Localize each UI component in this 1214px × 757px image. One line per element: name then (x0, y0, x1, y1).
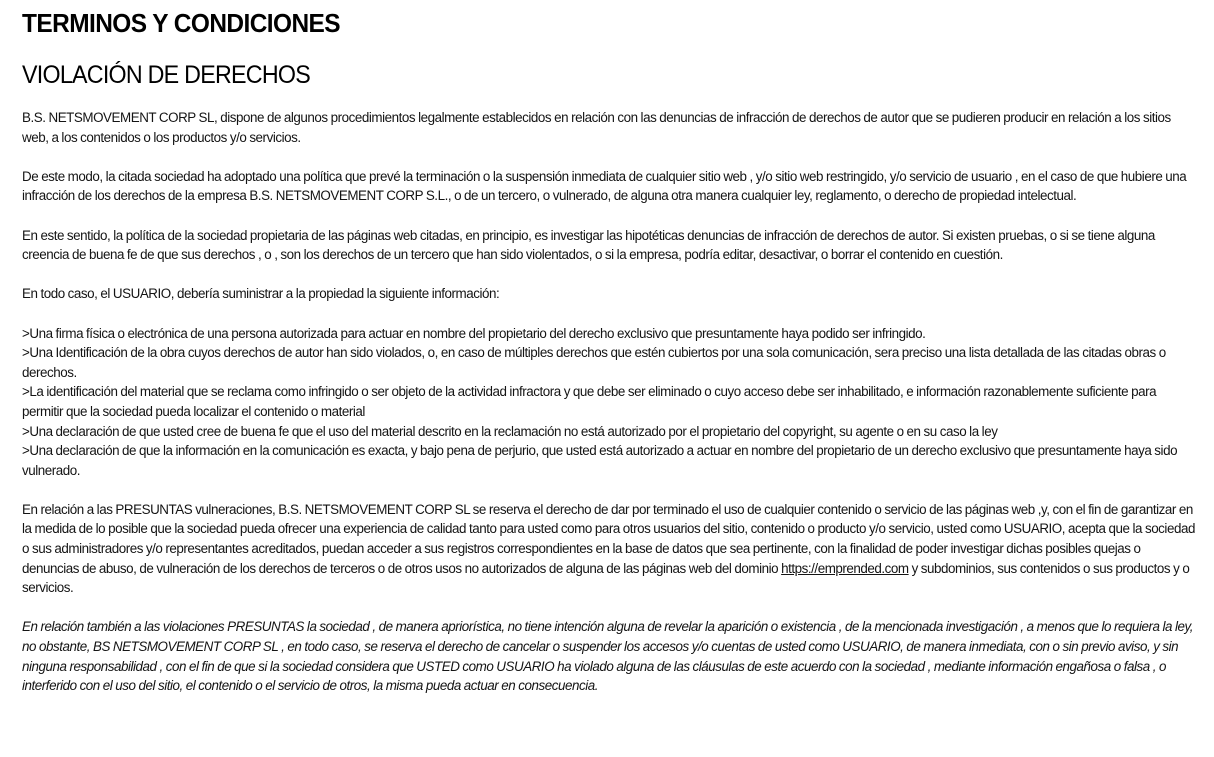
paragraph-procedures: B.S. NETSMOVEMENT CORP SL, dispone de algunos procedimientos legalmente establecidos en relación con las denuncias de infracción de derechos de autor que se pudieren producir en relación a los sitios web, a los contenidos o los productos y/o servicios. (22, 110, 1171, 145)
paragraph-user-information: En todo caso, el USUARIO, debería suministrar a la propiedad la siguiente información: (22, 286, 500, 302)
paragraph-policy: De este modo, la citada sociedad ha adoptado una política que prevé la terminación o la suspensión inmediata de cualquier sitio web , y/o sitio web restringido, y/o servicio de usuario , en el caso de que hubiere una infracción de los derechos de la empresa B.S. NETSMOVEMENT CORP S.L., o de un tercero, o vulnerado, de alguna otra manera cualquier ley, reglamento, o derecho de propiedad intelectual. (22, 168, 1187, 204)
paragraph-investigation: En este sentido, la política de la sociedad propietaria de las páginas web citadas, en principio, es investigar las hipotéticas denuncias de infracción de derechos de autor. Si existen pruebas, o si se tiene alguna creencia de buena fe de que sus derechos , o , son los derechos de un tercero que han sido violentados, o si la empresa, podría editar, desactivar, o borrar el contenido en cuestión. (22, 227, 1155, 263)
paragraph-text: En relación a las PRESUNTAS vulneraciones, B.S. NETSMOVEMENT CORP SL se reserva el derecho de dar por terminado el uso de cualquier contenido o servicio de las páginas web ,y, con el fin de garantizar en la medida de lo posible que la sociedad pueda ofrecer una experiencia de calidad tanto para usted como para otros usuarios del sitio, contenido o producto y/o servicio, usted como USUARIO, acepta que la sociedad o sus administradores y/o representantes acreditados, puedan acceder a sus registros correspondientes en la base de datos que sea pertinente, con la finalidad de poder investigar dichas posibles quejas o denuncias de abuso, de vulneración de los derechos de terceros o de otros usos no autorizados de alguna de las páginas web del dominio (22, 501, 1195, 576)
list-item: >La identificación del material que se reclama como infringido o ser objeto de la actividad infractora y que debe ser eliminado o cuyo acceso debe ser inhabilitado, e información razonablemente suficiente para permitir que la sociedad pueda localizar el contenido o material (22, 384, 1157, 419)
paragraph-presumed-violations (22, 500, 1196, 598)
list-item: >Una declaración de que usted cree de buena fe que el uso del material descrito en la reclamación no está autorizado por el propietario del copyright, su agente o en su caso la ley (22, 423, 998, 439)
paragraph-investigation-disclosure: En relación también a las violaciones PRESUNTAS la sociedad , de manera apriorística, no tiene intención alguna de revelar la aparición o existencia , de la mencionada investigación , a menos que lo requiera la ley, no obstante, BS NETSMOVEMENT CORP SL , en todo caso, se reserva el derecho de cancelar o suspender los accesos y/o cuentas de usted como USUARIO, de manera inmediata, con o sin previo aviso, y sin ninguna responsabilidad , con el fin de que si la sociedad considera que USTED como USUARIO ha violado alguna de las cláusulas de este acuerdo con la sociedad , mediante información engañosa o falsa , o interferido con el uso del sitio, el contenido o el servicio de otros, la misma pueda actuar en consecuencia. (22, 619, 1194, 694)
paragraph-text: y subdominios, sus contenidos o sus productos y o servicios. (22, 560, 1190, 596)
terms-body (22, 108, 1196, 696)
list-item: >Una Identificación de la obra cuyos derechos de autor han sido violados, o, en caso de múltiples derechos que estén cubiertos por una sola comunicación, sera preciso una lista detallada de las citadas obras o derechos. (22, 345, 1166, 380)
requirements-list (22, 324, 1196, 481)
page-title: TERMINOS Y CONDICIONES (22, 8, 341, 38)
domain-link[interactable]: https://emprended.com (781, 560, 909, 576)
list-item: >Una firma física o electrónica de una persona autorizada para actuar en nombre del propietario del derecho exclusivo que presuntamente haya podido ser infringido. (22, 325, 926, 341)
list-item: >Una declaración de que la información en la comunicación es exacta, y bajo pena de perjurio, que usted está autorizado a actuar en nombre del propietario de un derecho exclusivo que presuntamente haya sido vulnerado. (22, 443, 1178, 478)
section-title: VIOLACIÓN DE DERECHOS (22, 61, 310, 89)
